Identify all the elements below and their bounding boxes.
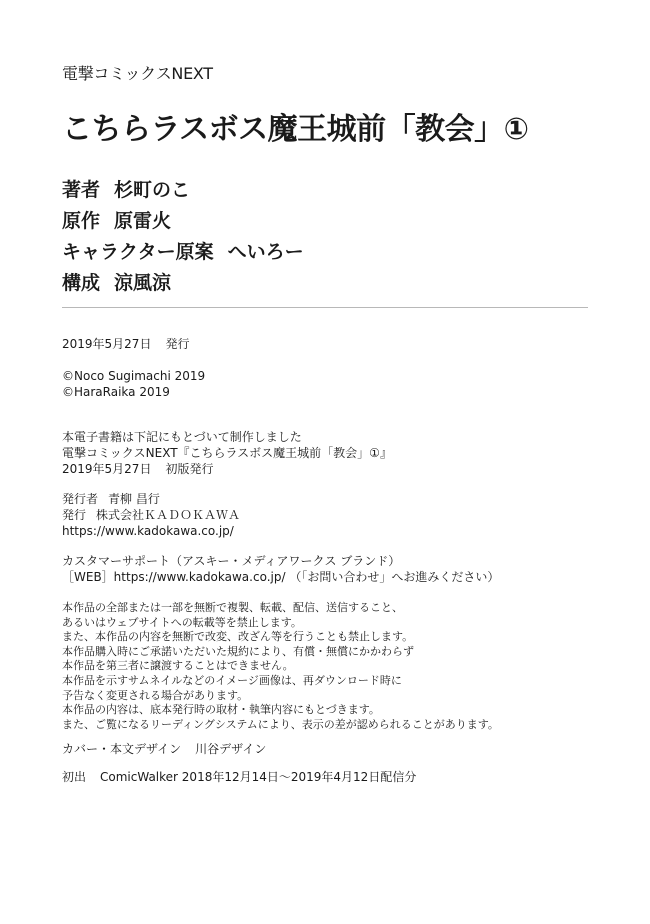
credit-author xyxy=(62,173,304,204)
credit-original-work xyxy=(62,204,304,235)
notice-line: 本作品の内容は、底本発行時の取材・執筆内容にもとづきます。 xyxy=(62,703,380,717)
notice-line: 本作品を第三者に譲渡することはできません。 xyxy=(62,659,294,673)
notice-line: また、本作品の内容を無断で改変、改ざん等を行うことも禁止します。 xyxy=(62,630,414,644)
publisher-name: 株式会社ＫＡＤＯＫＡＷＡ xyxy=(96,508,241,522)
ebook-date: 2019年5月27日 xyxy=(62,462,152,476)
notice-line: 本作品を示すサムネイルなどのイメージ画像は、再ダウンロード時に xyxy=(62,673,402,687)
imprint-label: 電撃コミックスNEXT xyxy=(62,64,213,83)
support-line: カスタマーサポート（アスキー・メディアワークス ブランド） xyxy=(62,554,401,568)
issuer-line xyxy=(62,491,240,507)
publication-date xyxy=(62,336,189,352)
customer-support xyxy=(62,553,499,585)
notice-line: あるいはウェブサイトへの転載等を禁止します。 xyxy=(62,615,302,629)
credit-composition xyxy=(62,266,304,297)
design-label: カバー・本文デザイン xyxy=(62,742,182,756)
first-appearance xyxy=(62,769,416,785)
design-credit xyxy=(62,741,266,757)
book-title: こちらラスボス魔王城前「教会」① xyxy=(62,112,529,147)
copyright-line: ©Noco Sugimachi 2019 xyxy=(62,369,206,383)
ebook-edition-label: 初版発行 xyxy=(165,462,214,476)
ebook-edition xyxy=(62,461,392,477)
credit-role: 原作 xyxy=(62,210,101,232)
credit-character-design xyxy=(62,235,304,266)
issuer-label: 発行者 xyxy=(62,492,99,506)
notice-line: 予告なく変更される場合があります。 xyxy=(62,688,249,702)
publisher-line xyxy=(62,507,240,523)
legal-notices xyxy=(62,601,499,732)
publication-date-value: 2019年5月27日 xyxy=(62,337,152,351)
copyright-block xyxy=(62,368,205,400)
design-name: 川谷デザイン xyxy=(195,742,267,756)
notice-line: 本作品の全部または一部を無断で複製、転載、配信、送信すること、 xyxy=(62,601,403,614)
copyright-line: ©HaraRaika 2019 xyxy=(62,385,170,399)
publisher-url: https://www.kadokawa.co.jp/ xyxy=(62,524,234,538)
credit-name: 杉町のこ xyxy=(114,179,191,201)
divider xyxy=(62,307,588,308)
notice-line: また、ご覧になるリーディングシステムにより、表示の差が認められることがあります。 xyxy=(62,717,499,731)
credit-role: キャラクター原案 xyxy=(62,241,214,263)
first-appearance-label: 初出 xyxy=(62,770,87,784)
credit-name: 涼風涼 xyxy=(114,272,172,294)
ebook-source: 電撃コミックスNEXT『こちらラスボス魔王城前「教会」①』 xyxy=(62,446,392,460)
credit-name: へいろー xyxy=(227,241,304,263)
ebook-note xyxy=(62,429,392,477)
credit-name: 原雷火 xyxy=(114,210,172,232)
publisher-label: 発行 xyxy=(62,508,87,522)
credit-role: 著者 xyxy=(62,179,101,201)
notice-line: 本作品購入時にご承諾いただいた規約により、有償・無償にかかわらず xyxy=(62,644,414,658)
issuer-name: 青柳 昌行 xyxy=(108,492,160,506)
publication-label: 発行 xyxy=(165,337,190,351)
credit-role: 構成 xyxy=(62,272,101,294)
support-web-line: ［WEB］https://www.kadokawa.co.jp/ （「お問い合わせ」へお進みください） xyxy=(62,570,500,584)
publisher-block xyxy=(62,491,240,539)
ebook-note-line: 本電子書籍は下記にもとづいて制作しました xyxy=(62,430,302,444)
credits-list xyxy=(62,173,304,297)
first-appearance-text: ComicWalker 2018年12月14日～2019年4月12日配信分 xyxy=(100,770,417,784)
